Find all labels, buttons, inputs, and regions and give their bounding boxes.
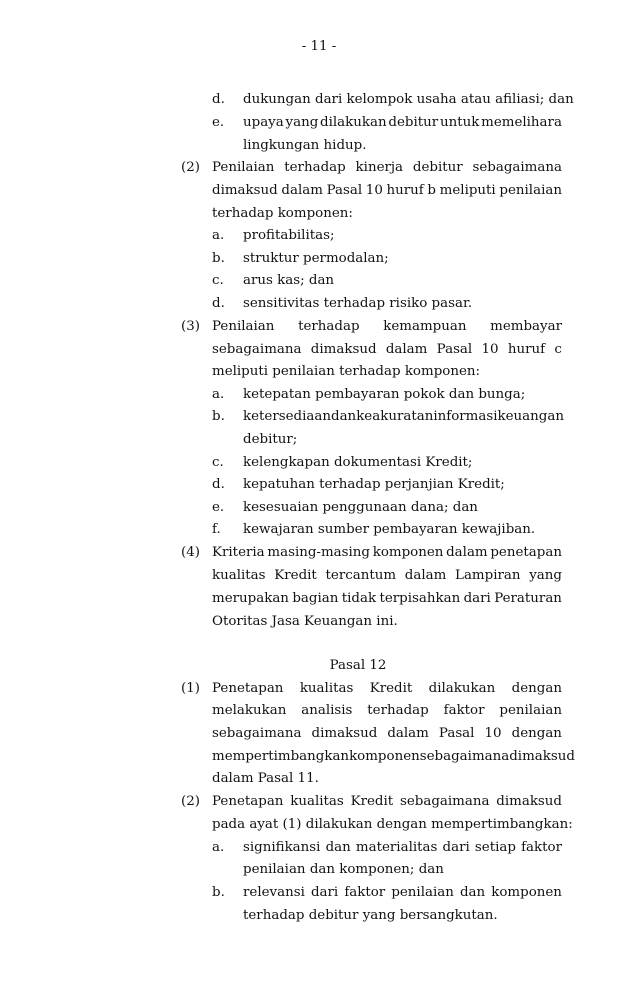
item-label: d. bbox=[212, 92, 225, 107]
word: komponen bbox=[491, 885, 562, 900]
word: yang bbox=[529, 568, 562, 583]
item-label: e. bbox=[212, 115, 225, 130]
word: keuangan bbox=[497, 409, 564, 424]
word: sebagaimana bbox=[212, 726, 302, 741]
word: dalam bbox=[281, 183, 323, 198]
page-number: - 11 - bbox=[301, 39, 337, 54]
word: Penetapan bbox=[212, 681, 284, 696]
word: dan bbox=[331, 409, 357, 424]
word: Penetapan bbox=[212, 794, 284, 809]
word: meliputi bbox=[439, 183, 496, 198]
item-label: a. bbox=[212, 840, 225, 855]
ayat-text bbox=[212, 701, 562, 721]
word: dimaksud bbox=[212, 183, 278, 198]
word: terhadap bbox=[298, 319, 360, 334]
word: Lampiran bbox=[455, 568, 521, 583]
word: dalam bbox=[404, 568, 447, 583]
word: melakukan bbox=[212, 703, 287, 718]
word: terhadap bbox=[367, 703, 429, 718]
word: analisis bbox=[301, 703, 353, 718]
ayat-text bbox=[212, 543, 562, 563]
word: dari bbox=[310, 885, 339, 900]
word: bagian bbox=[292, 591, 339, 606]
word: informasi bbox=[433, 409, 498, 424]
word: masing-masing bbox=[267, 545, 370, 560]
item-label: f. bbox=[212, 522, 221, 537]
ayat-text: terhadap komponen: bbox=[212, 206, 353, 221]
word: Penilaian bbox=[212, 319, 275, 334]
word: dilakukan bbox=[320, 115, 387, 130]
word: Pasal bbox=[438, 726, 475, 741]
item-label: b. bbox=[212, 409, 225, 424]
item-text: lingkungan hidup. bbox=[243, 138, 367, 153]
word: upaya bbox=[243, 115, 284, 130]
word: b bbox=[427, 183, 436, 198]
item-text: kesesuaian penggunaan dana; dan bbox=[243, 500, 478, 515]
word: dengan bbox=[511, 726, 562, 741]
ayat-text bbox=[212, 792, 562, 812]
word: kualitas bbox=[290, 794, 344, 809]
item-text: sensitivitas terhadap risiko pasar. bbox=[243, 296, 473, 311]
word: sebagaimana bbox=[399, 794, 490, 809]
item-text: kelengkapan dokumentasi Kredit; bbox=[243, 455, 473, 470]
word: kualitas bbox=[299, 681, 354, 696]
item-text: arus kas; dan bbox=[243, 273, 335, 288]
word: keakuratan bbox=[356, 409, 434, 424]
word: dari bbox=[442, 840, 470, 855]
ayat-text: Otoritas Jasa Keuangan ini. bbox=[212, 614, 398, 629]
ayat-text bbox=[212, 340, 562, 360]
word: kualitas bbox=[212, 568, 266, 583]
word: faktor bbox=[521, 840, 562, 855]
word: huruf bbox=[507, 342, 546, 357]
word: memelihara bbox=[481, 115, 562, 130]
ayat-number: (3) bbox=[181, 319, 200, 334]
word: c bbox=[554, 342, 562, 357]
word: kemampuan bbox=[383, 319, 467, 334]
word: Kredit bbox=[350, 794, 394, 809]
item-label: b. bbox=[212, 251, 225, 266]
item-text bbox=[243, 838, 562, 858]
word: Pasal bbox=[436, 342, 473, 357]
word: kinerja bbox=[355, 160, 404, 175]
word: terpisahkan bbox=[379, 591, 461, 606]
item-label: c. bbox=[212, 273, 224, 288]
ayat-text bbox=[212, 589, 562, 609]
word: dimaksud bbox=[311, 726, 378, 741]
word: tercantum bbox=[325, 568, 397, 583]
word: huruf bbox=[386, 183, 424, 198]
item-text: penilaian dan komponen; dan bbox=[243, 862, 444, 877]
ayat-text bbox=[212, 566, 562, 586]
item-text: kewajaran sumber pembayaran kewajiban. bbox=[243, 522, 536, 537]
word: dan bbox=[459, 885, 486, 900]
word: dalam bbox=[446, 545, 488, 560]
item-text: profitabilitas; bbox=[243, 228, 335, 243]
section-heading: Pasal 12 bbox=[329, 658, 387, 673]
word: penilaian bbox=[499, 703, 562, 718]
ayat-text bbox=[212, 724, 562, 744]
word: debitur bbox=[388, 115, 439, 130]
item-text bbox=[243, 113, 562, 133]
item-label: a. bbox=[212, 228, 225, 243]
word: mempertimbangkan bbox=[212, 749, 350, 764]
word: faktor bbox=[443, 703, 485, 718]
word: sebagaimana bbox=[472, 160, 562, 175]
word: dan bbox=[325, 840, 351, 855]
word: Peraturan bbox=[494, 591, 562, 606]
word: dari bbox=[463, 591, 491, 606]
word: dimaksud bbox=[310, 342, 377, 357]
ayat-text bbox=[212, 747, 575, 767]
item-text bbox=[243, 407, 562, 427]
word: penetapan bbox=[490, 545, 562, 560]
word: sebagaimana bbox=[212, 342, 302, 357]
ayat-number: (2) bbox=[181, 160, 200, 175]
word: dilakukan bbox=[428, 681, 496, 696]
ayat-text bbox=[212, 181, 562, 201]
word: penilaian bbox=[499, 183, 562, 198]
ayat-text: meliputi penilaian terhadap komponen: bbox=[212, 364, 481, 379]
item-text: dukungan dari kelompok usaha atau afiliasi; dan bbox=[243, 92, 574, 107]
word: 10 bbox=[481, 342, 499, 357]
word: dalam bbox=[387, 726, 429, 741]
item-text bbox=[243, 883, 562, 903]
item-text: struktur permodalan; bbox=[243, 251, 389, 266]
item-label: b. bbox=[212, 885, 225, 900]
word: yang bbox=[285, 115, 319, 130]
word: faktor bbox=[344, 885, 386, 900]
ayat-text bbox=[212, 317, 562, 337]
word: dimaksud bbox=[509, 749, 575, 764]
word: relevansi bbox=[243, 885, 305, 900]
word: terhadap bbox=[284, 160, 346, 175]
item-text: ketepatan pembayaran pokok dan bunga; bbox=[243, 387, 526, 402]
word: komponen bbox=[372, 545, 444, 560]
item-label: e. bbox=[212, 500, 225, 515]
word: 10 bbox=[484, 726, 502, 741]
item-label: a. bbox=[212, 387, 225, 402]
word: tidak bbox=[341, 591, 377, 606]
word: Pasal bbox=[326, 183, 363, 198]
word: penilaian bbox=[391, 885, 454, 900]
word: ketersediaan bbox=[243, 409, 331, 424]
word: dalam bbox=[385, 342, 428, 357]
ayat-text bbox=[212, 158, 562, 178]
ayat-text: pada ayat (1) dilakukan dengan mempertimbangkan: bbox=[212, 817, 573, 832]
item-label: c. bbox=[212, 455, 224, 470]
word: Penilaian bbox=[212, 160, 275, 175]
word: Kriteria bbox=[212, 545, 265, 560]
word: materialitas bbox=[355, 840, 438, 855]
item-text: terhadap debitur yang bersangkutan. bbox=[243, 908, 498, 923]
word: dengan bbox=[511, 681, 562, 696]
word: sebagaimana bbox=[419, 749, 510, 764]
ayat-number: (4) bbox=[181, 545, 200, 560]
word: setiap bbox=[474, 840, 516, 855]
item-label: d. bbox=[212, 477, 225, 492]
word: dimaksud bbox=[496, 794, 562, 809]
word: membayar bbox=[490, 319, 562, 334]
word: Kredit bbox=[274, 568, 317, 583]
word: signifikansi bbox=[243, 840, 321, 855]
ayat-text: dalam Pasal 11. bbox=[212, 771, 319, 786]
word: komponen bbox=[349, 749, 420, 764]
item-label: d. bbox=[212, 296, 225, 311]
word: 10 bbox=[365, 183, 383, 198]
ayat-number: (2) bbox=[181, 794, 200, 809]
ayat-text bbox=[212, 679, 562, 699]
item-text: debitur; bbox=[243, 432, 298, 447]
word: untuk bbox=[439, 115, 480, 130]
word: debitur bbox=[412, 160, 463, 175]
word: merupakan bbox=[212, 591, 289, 606]
item-text: kepatuhan terhadap perjanjian Kredit; bbox=[243, 477, 505, 492]
ayat-number: (1) bbox=[181, 681, 200, 696]
word: Kredit bbox=[369, 681, 413, 696]
